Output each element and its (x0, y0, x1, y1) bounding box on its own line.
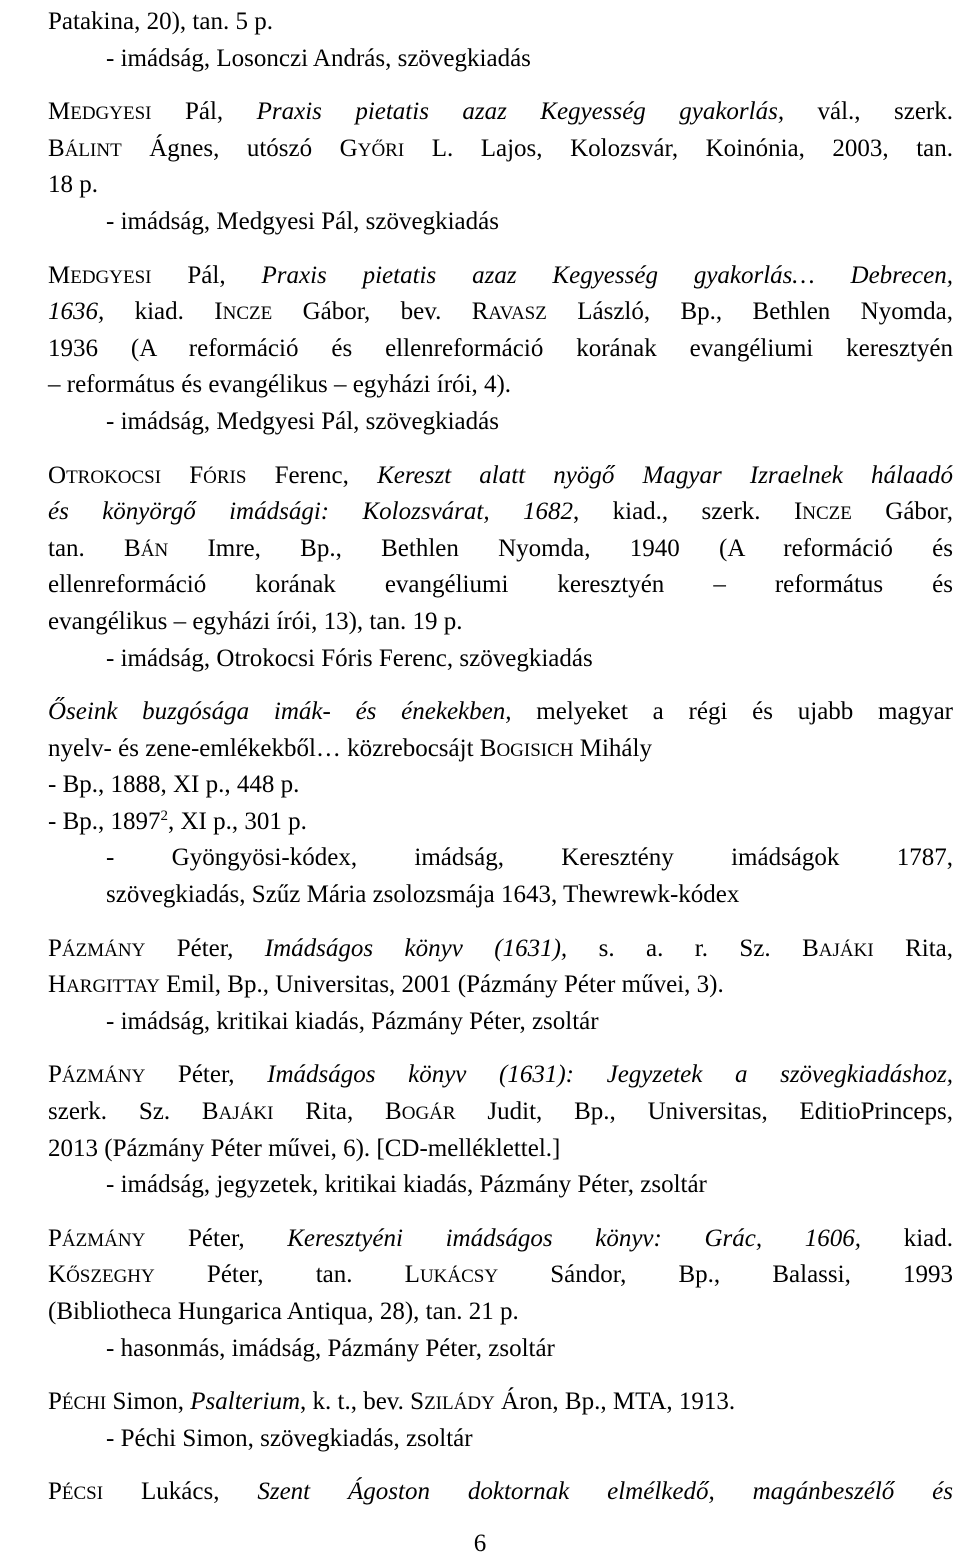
bibliography-entry (48, 94, 953, 240)
entry-line: 18 p. (48, 171, 98, 199)
entry-line: PÉCHI Simon, Psalterium, k. t., bev. SZILÁDY Áron, Bp., MTA, 1913. (48, 1388, 736, 1416)
entry-keywords: - imádság, Otrokocsi Fóris Ferenc, szövegkiadás (106, 644, 593, 672)
entry-gap (48, 1457, 953, 1474)
entry-line: - Bp., 1888, XI p., 448 p. (48, 771, 300, 799)
entry-line: (Bibliotheca Hungarica Antiqua, 28), tan. 21 p. (48, 1298, 519, 1325)
entry-line: nyelv- és zene-emlékekből… közrebocsájt BOGISICH Mihály (48, 734, 652, 762)
entry-gap (48, 1367, 953, 1384)
bibliography-entry (48, 694, 953, 914)
entry-line: BÁLINT Ágnes, utószó GYŐRI L. Lajos, Kolozsvár, Koinónia, 2003, tan. (48, 134, 953, 162)
entry-line: MEDGYESI Pál, Praxis pietatis azaz Kegyesség gyakorlás… Debrecen, (48, 261, 954, 289)
entry-line: PÁZMÁNY Péter, Imádságos könyv (1631): Jegyzetek a szövegkiadáshoz, (48, 1061, 953, 1089)
entry-keywords: szövegkiadás, Szűz Mária zsolozsmája 1643, Thewrewk-kódex (106, 881, 740, 909)
entry-line: és könyörgő imádsági: Kolozsvárat, 1682, kiad., szerk. INCZE Gábor, (48, 498, 953, 526)
entry-keywords: - Péchi Simon, szövegkiadás, zsoltár (106, 1424, 473, 1452)
entry-keywords: - hasonmás, imádság, Pázmány Péter, zsoltár (106, 1334, 555, 1362)
entry-line: PÁZMÁNY Péter, Imádságos könyv (1631), s. a. r. Sz. BAJÁKI Rita, (48, 934, 953, 962)
entry-line: – református és evangélikus – egyházi írói, 4). (48, 371, 512, 399)
entry-line: 1936 (A reformáció és ellenreformáció korának evangéliumi keresztyén (48, 334, 953, 362)
entry-line: PÁZMÁNY Péter, Keresztyéni imádságos könyv: Grác, 1606, kiad. (48, 1224, 953, 1252)
entry-line: Őseink buzgósága imák- és énekekben, melyeket a régi és ujabb magyar (48, 698, 954, 726)
page-number: 6 (473, 1530, 487, 1557)
entry-line: evangélikus – egyházi írói, 13), tan. 19 p. (48, 607, 463, 635)
entry-gap (48, 1040, 953, 1057)
entry-line: MEDGYESI Pál, Praxis pietatis azaz Kegyesség gyakorlás, vál., szerk. (48, 98, 953, 126)
entry-line: tan. BÁN Imre, Bp., Bethlen Nyomda, 1940 (A reformáció és (48, 534, 954, 562)
entry-gap (48, 914, 953, 931)
entry-line: - Bp., 1897$^2$, XI p., 301 p. (48, 807, 307, 835)
bibliography-entry (48, 1221, 953, 1367)
entry-keywords: - imádság, jegyzetek, kritikai kiadás, Pázmány Péter, zsoltár (106, 1171, 707, 1199)
entry-line: KŐSZEGHY Péter, tan. LUKÁCSY Sándor, Bp., Balassi, 1993 (48, 1261, 953, 1289)
entry-line: szerk. Sz. BAJÁKI Rita, BOGÁR Judit, Bp., Universitas, EditioPrinceps, (48, 1098, 953, 1126)
bibliography-entry (48, 1474, 953, 1511)
entry-line: 1636, kiad. INCZE Gábor, bev. RAVASZ László, Bp., Bethlen Nyomda, (48, 298, 953, 326)
bibliography-entry (48, 4, 953, 77)
entry-gap (48, 77, 953, 94)
entry-line: HARGITTAY Emil, Bp., Universitas, 2001 (Pázmány Péter művei, 3). (48, 971, 724, 999)
entry-gap (48, 1204, 953, 1221)
entry-line: 2013 (Pázmány Péter művei, 6). [CD-melléklettel.] (48, 1134, 561, 1162)
entry-keywords: - imádság, Medgyesi Pál, szövegkiadás (106, 207, 499, 235)
document-page (48, 4, 953, 1511)
bibliography-entry (48, 931, 953, 1041)
bibliography-entry (48, 1057, 953, 1203)
entry-keywords: - imádság, kritikai kiadás, Pázmány Péter, zsoltár (106, 1007, 599, 1035)
entry-line: OTROKOCSI FÓRIS Ferenc, Kereszt alatt nyögő Magyar Izraelnek hálaadó (48, 461, 954, 489)
entry-line: ellenreformáció korának evangéliumi keresztyén – református és (48, 571, 953, 599)
entry-line: PÉCSI Lukács, Szent Ágoston doktornak elmélkedő, magánbeszélő és (48, 1478, 953, 1506)
bibliography-entry (48, 258, 953, 441)
bibliography-entry (48, 458, 953, 678)
entry-gap (48, 241, 953, 258)
bibliography-entry (48, 1384, 953, 1457)
entry-keywords: - Gyöngyösi-kódex, imádság, Keresztény imádságok 1787, (106, 844, 953, 872)
entry-keywords: - imádság, Medgyesi Pál, szövegkiadás (106, 407, 499, 435)
entry-gap (48, 441, 953, 458)
entry-line: Patakina, 20), tan. 5 p. (48, 8, 273, 35)
entry-keywords: - imádság, Losonczi András, szövegkiadás (106, 44, 531, 72)
entry-gap (48, 677, 953, 694)
